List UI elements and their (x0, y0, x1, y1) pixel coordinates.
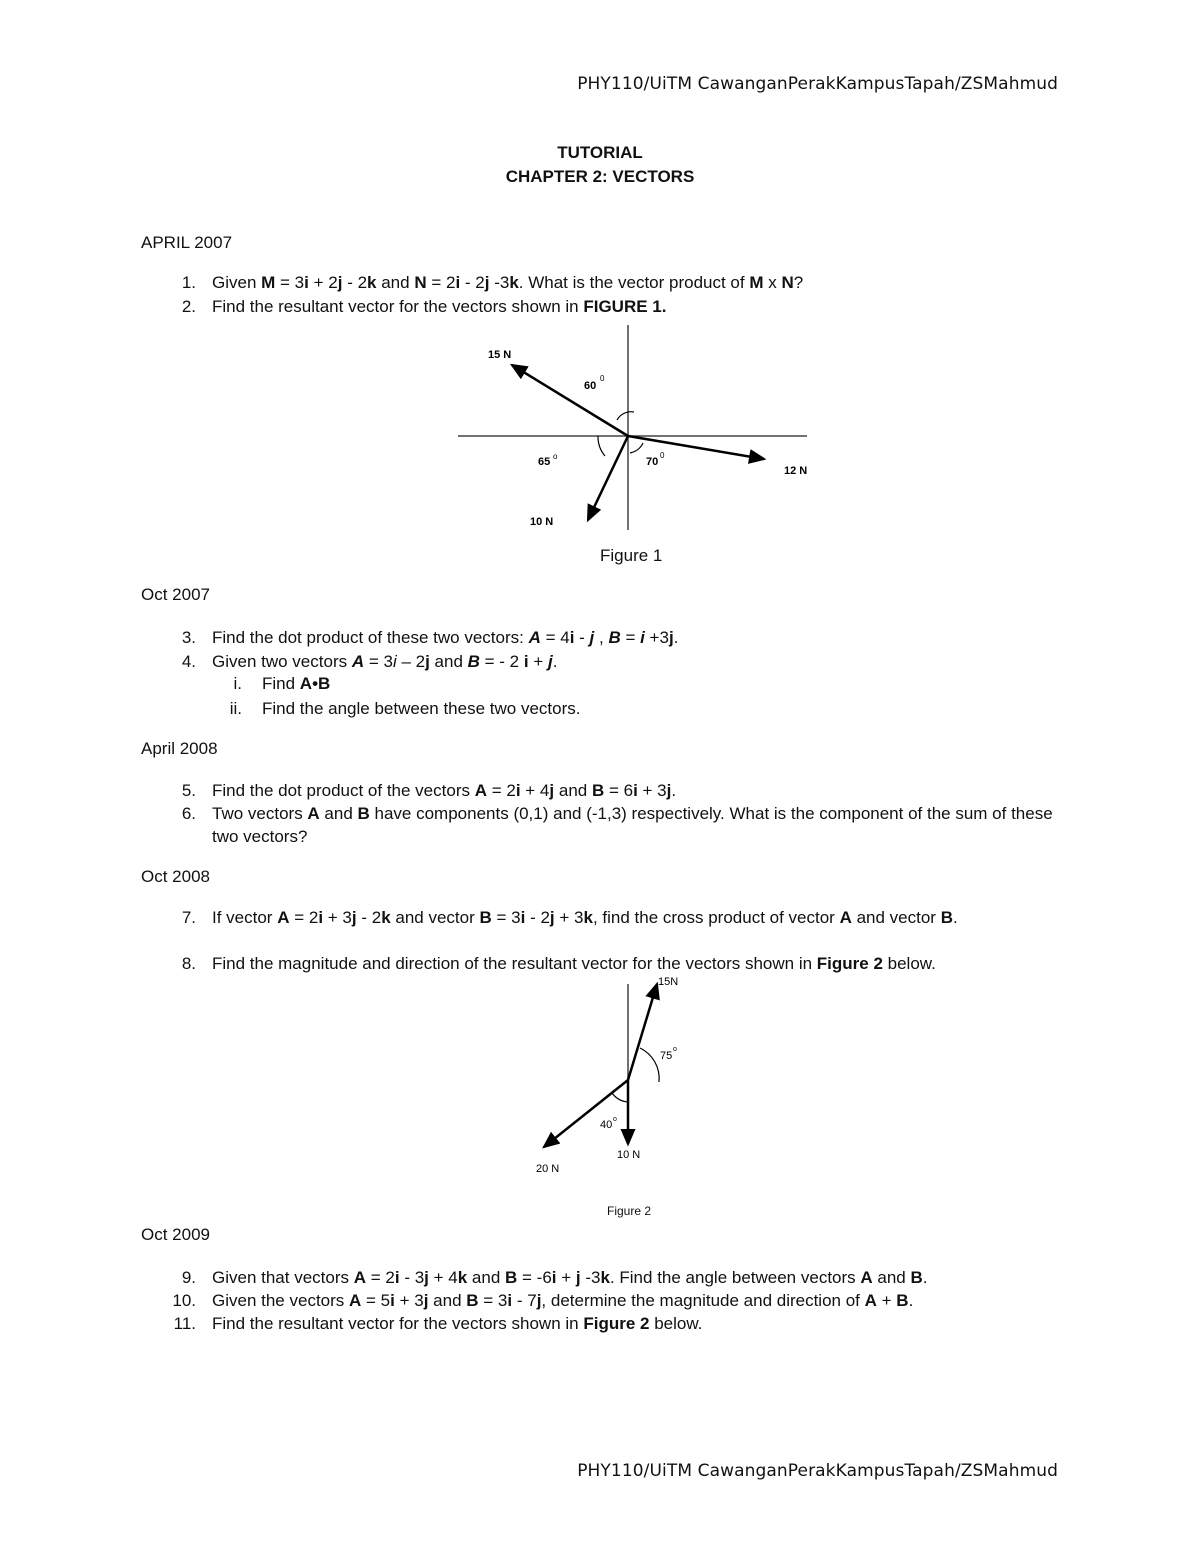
fig1-angle-70: 70 (646, 456, 659, 468)
section-oct-2007: Oct 2007 (141, 585, 210, 604)
section-april-2008: April 2008 (141, 739, 218, 758)
svg-text:0: 0 (660, 451, 665, 460)
section-oct-2009: Oct 2009 (141, 1225, 210, 1244)
tutorial-title: TUTORIAL (557, 143, 643, 162)
page-header: PHY110/UiTM CawanganPerakKampusTapah/ZSMahmud (577, 74, 1058, 94)
page-footer: PHY110/UiTM CawanganPerakKampusTapah/ZSMahmud (577, 1461, 1058, 1481)
fig1-label-10n: 10 N (530, 516, 554, 528)
figure-1-caption: Figure 1 (600, 546, 663, 565)
fig2-angle-40: 40 (600, 1119, 613, 1131)
fig1-angle-60: 60 (584, 380, 597, 392)
fig2-angle-75: 75 (660, 1050, 673, 1062)
fig2-label-15n: 15N (658, 976, 679, 988)
svg-text:0: 0 (600, 374, 605, 383)
fig2-label-10n: 10 N (617, 1149, 641, 1161)
fig1-label-12n: 12 N (784, 465, 808, 477)
svg-text:o: o (553, 452, 558, 461)
fig1-label-15n: 15 N (488, 349, 512, 361)
svg-text:o: o (673, 1046, 677, 1053)
section-oct-2008: Oct 2008 (141, 867, 210, 886)
fig2-label-20n: 20 N (536, 1163, 560, 1175)
chapter-title: CHAPTER 2: VECTORS (505, 167, 695, 186)
svg-text:o: o (613, 1116, 617, 1123)
fig1-angle-65: 65 (538, 456, 551, 468)
figure-1-diagram (450, 325, 820, 540)
figure-2-diagram (520, 972, 780, 1182)
section-april-2007: APRIL 2007 (141, 233, 233, 252)
figure-2-caption: Figure 2 (607, 1204, 652, 1218)
